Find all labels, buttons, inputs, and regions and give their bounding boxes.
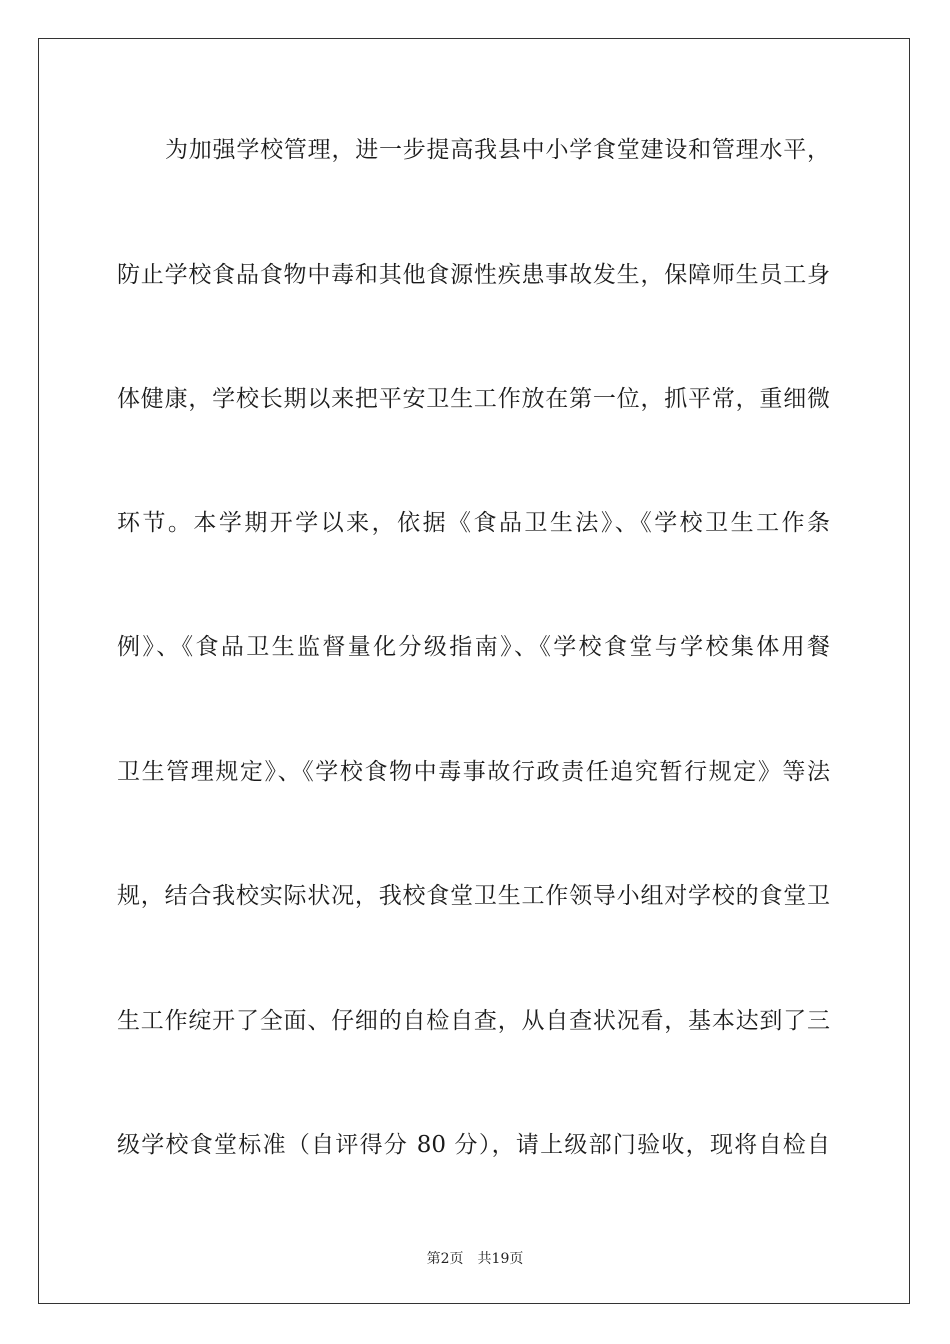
paragraph-line-7: 规，结合我校实际状况，我校食堂卫生工作领导小组对学校的食堂卫 bbox=[117, 883, 830, 909]
page-footer bbox=[0, 1250, 950, 1268]
paragraph-line-4: 环节。本学期开学以来，依据《食品卫生法》、《学校卫生工作条 bbox=[117, 510, 830, 536]
total-pages: 共19页 bbox=[477, 1251, 524, 1267]
paragraph-line-5: 例》、《食品卫生监督量化分级指南》、《学校食堂与学校集体用餐 bbox=[117, 634, 830, 660]
paragraph-line-2: 防止学校食品食物中毒和其他食源性疾患事故发生，保障师生员工身 bbox=[117, 262, 830, 288]
paragraph-line-1: 为加强学校管理，进一步提高我县中小学食堂建设和管理水平， bbox=[165, 137, 830, 163]
paragraph-line-8: 生工作绽开了全面、仔细的自检自查，从自查状况看，基本达到了三 bbox=[117, 1008, 830, 1034]
paragraph-line-6: 卫生管理规定》、《学校食物中毒事故行政责任追究暂行规定》等法 bbox=[117, 759, 830, 785]
page-border bbox=[38, 38, 910, 1304]
paragraph-line-9: 级学校食堂标准（自评得分 80 分），请上级部门验收，现将自检自 bbox=[117, 1132, 830, 1158]
page-number: 第2页 bbox=[426, 1251, 464, 1267]
paragraph-line-3: 体健康，学校长期以来把平安卫生工作放在第一位，抓平常，重细微 bbox=[117, 386, 830, 412]
